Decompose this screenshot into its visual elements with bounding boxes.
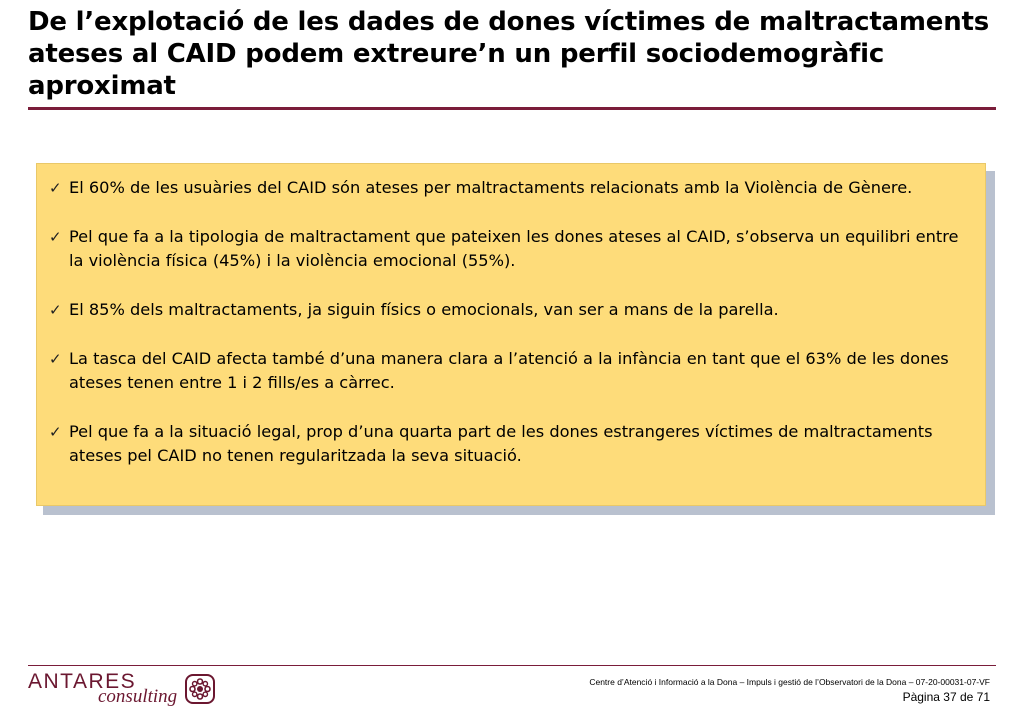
- bullet-text: Pel que fa a la tipologia de maltractament que pateixen les dones ateses al CAID, s’observa un equilibri entre la violència física (45%) i la violència emocional (55%).: [69, 227, 959, 270]
- antares-logo: [28, 670, 228, 708]
- check-icon: ✓: [49, 228, 62, 246]
- content-box: [36, 163, 986, 506]
- bullet-text: El 60% de les usuàries del CAID són ateses per maltractaments relacionats amb la Violència de Gènere.: [69, 178, 913, 197]
- check-icon: ✓: [49, 423, 62, 441]
- page-number: Pàgina 37 de 71: [902, 690, 990, 704]
- bullet-item: [49, 298, 965, 322]
- check-icon: ✓: [49, 350, 62, 368]
- bullet-item: [49, 420, 965, 468]
- bullet-text: Pel que fa a la situació legal, prop d’una quarta part de les dones estrangeres víctimes de maltractaments ateses pel CAID no tenen regularitzada la seva situació.: [69, 422, 933, 465]
- title-divider: [28, 107, 996, 110]
- check-icon: ✓: [49, 179, 62, 197]
- footer-description: Centre d’Atenció i Informació a la Dona – Impuls i gestió de l’Observatori de la Dona – 07-20-00031-07-VF: [589, 677, 990, 687]
- page-title: De l’explotació de les dades de dones víctimes de maltractaments ateses al CAID podem extreure’n un perfil sociodemogràfic aproximat: [28, 7, 990, 101]
- bullet-text: La tasca del CAID afecta també d’una manera clara a l’atenció a la infància en tant que el 63% de les dones ateses tenen entre 1 i 2 fills/es a càrrec.: [69, 349, 949, 392]
- bullet-item: [49, 347, 965, 395]
- footer-divider: [28, 665, 996, 666]
- logo-name: ANTARES: [28, 670, 137, 693]
- bullet-text: El 85% dels maltractaments, ja siguin físics o emocionals, van ser a mans de la parella.: [69, 300, 779, 319]
- check-icon: ✓: [49, 301, 62, 319]
- flower-logo-icon: [185, 674, 215, 704]
- logo-subtitle: consulting: [98, 686, 178, 707]
- bullet-item: [49, 176, 965, 200]
- bullet-item: [49, 225, 965, 273]
